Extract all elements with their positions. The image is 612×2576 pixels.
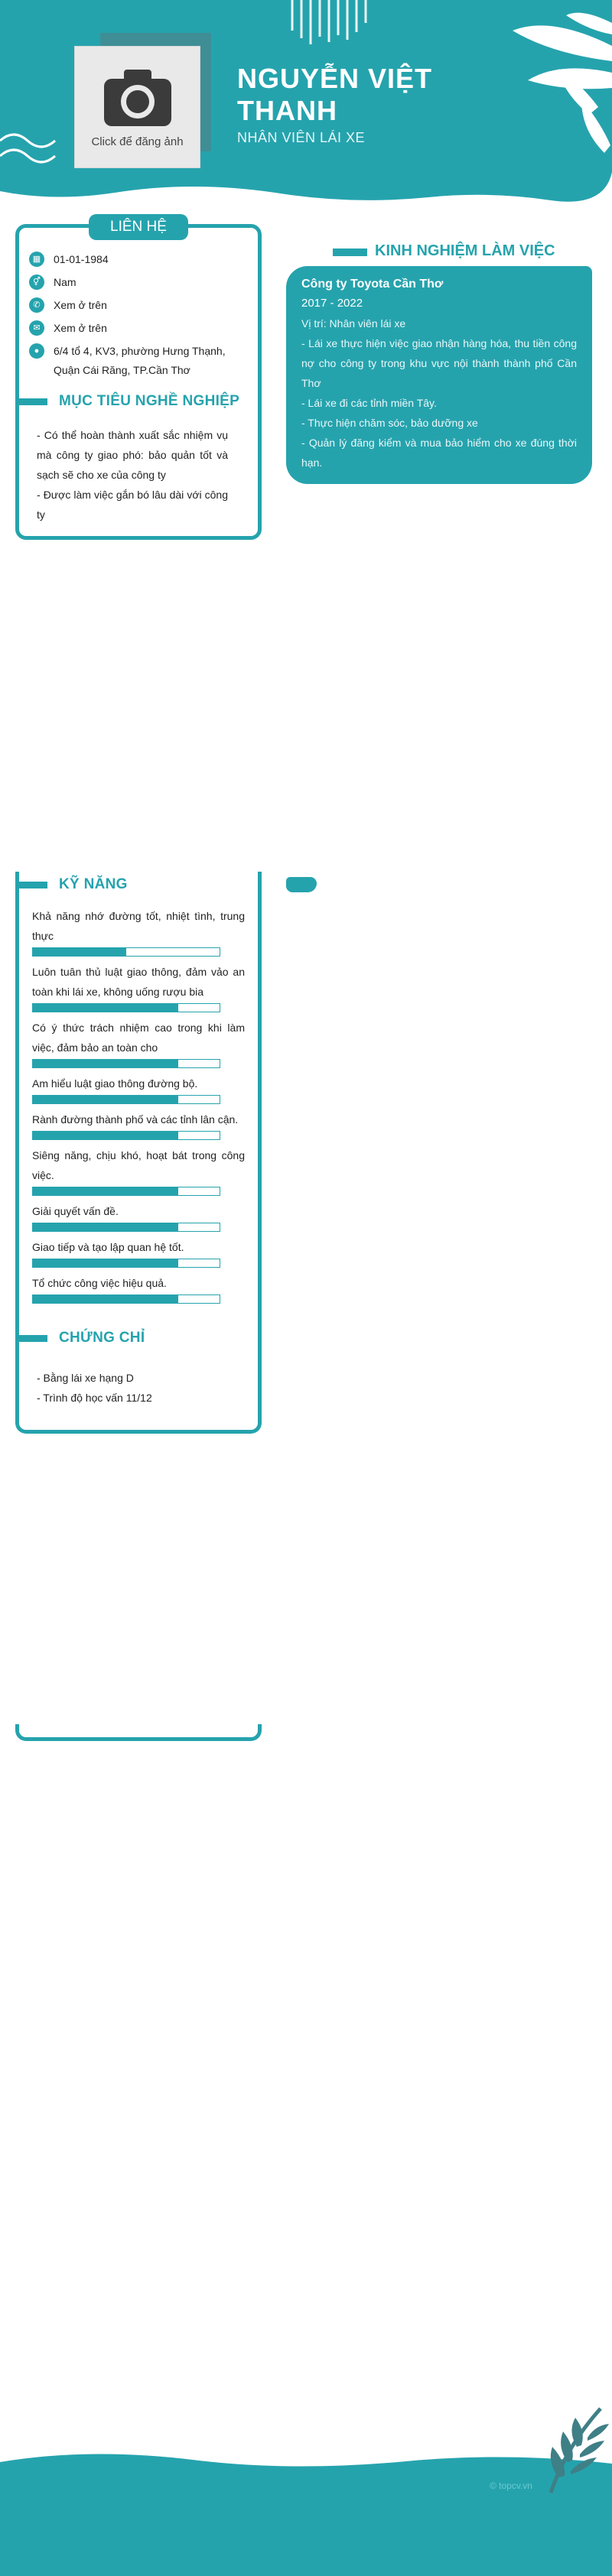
skills-section-title: KỸ NĂNG (59, 876, 128, 892)
certificates-bar (15, 1335, 47, 1342)
skill-bar (32, 1059, 220, 1068)
objective-bar (15, 398, 47, 405)
skill-fill (33, 1132, 178, 1139)
decorative-tab (286, 877, 317, 892)
skill-item (32, 1237, 245, 1268)
experience-company: Công ty Toyota Cần Thơ (301, 278, 444, 291)
skill-label: Có ý thức trách nhiệm cao trong khi làm việc, đảm bảo an toàn cho (32, 1022, 245, 1054)
experience-section-title: KINH NGHIỆM LÀM VIỆC (375, 242, 555, 259)
skill-label: Siêng năng, chịu khó, hoạt bát trong công việc. (32, 1149, 245, 1181)
objective-line-2: - Được làm việc gắn bó lâu dài với công ty (37, 489, 228, 521)
skill-bar (32, 1223, 220, 1232)
contact-phone (29, 296, 251, 315)
skill-label: Tổ chức công việc hiệu quả. (32, 1277, 167, 1289)
experience-card (286, 266, 592, 484)
gender-value: Nam (54, 276, 76, 288)
camera-icon (101, 67, 174, 128)
skill-label: Giao tiếp và tạo lập quan hệ tốt. (32, 1241, 184, 1253)
footer (0, 2340, 612, 2576)
skill-fill (33, 1060, 178, 1067)
skill-label: Am hiểu luật giao thông đường bộ. (32, 1077, 198, 1090)
footer-background (0, 2340, 612, 2576)
contact-gender (29, 273, 251, 292)
skill-label: Khả năng nhớ đường tốt, nhiệt tình, trung thực (32, 910, 245, 942)
experience-period: 2017 - 2022 (301, 297, 363, 310)
address-value: 6/4 tổ 4, KV3, phường Hưng Thạnh, Quận Cái Răng, TP.Cần Thơ (54, 345, 226, 376)
skill-label: Luôn tuân thủ luật giao thông, đảm vảo an toàn khi lái xe, không uống rượu bia (32, 966, 245, 998)
certificate-item: - Trình độ học vấn 11/12 (37, 1392, 152, 1404)
skill-fill (33, 1004, 178, 1012)
contact-email (29, 319, 251, 338)
contact-address (29, 342, 251, 380)
experience-duty: - Thực hiện chăm sóc, bảo dưỡng xe (301, 417, 478, 429)
skill-bar (32, 1187, 220, 1196)
contact-section-title: LIÊN HỆ (89, 214, 188, 240)
skill-item (32, 1201, 245, 1232)
phone-value: Xem ở trên (54, 299, 107, 311)
skill-bar (32, 1294, 220, 1304)
experience-duty: - Lái xe thực hiện việc giao nhận hàng hóa, thu tiền công nợ cho công ty trong khu vực nội thành thành phố Cần Thơ (301, 337, 577, 389)
skill-fill (33, 1295, 178, 1303)
job-title: NHÂN VIÊN LÁI XE (237, 130, 366, 145)
email-icon: ✉ (29, 320, 44, 336)
skill-item (32, 1074, 245, 1104)
skill-bar (32, 1131, 220, 1140)
skill-item (32, 1109, 245, 1140)
experience-duty: - Quản lý đăng kiểm và mua bảo hiểm cho xe đúng thời hạn. (301, 437, 577, 469)
skill-bar (32, 947, 220, 957)
skill-fill (33, 1187, 178, 1195)
photo-hint: Click để đăng ảnh (91, 135, 184, 148)
certificate-item: - Bằng lái xe hạng D (37, 1372, 134, 1384)
experience-duty: - Lái xe đi các tỉnh miền Tây. (301, 397, 437, 409)
skill-bar (32, 1003, 220, 1012)
header (0, 0, 612, 206)
location-icon: ● (29, 343, 44, 359)
skill-bar (32, 1095, 220, 1104)
certificates-section-title: CHỨNG CHỈ (59, 1330, 145, 1346)
skill-item (32, 906, 245, 957)
avatar-upload[interactable] (74, 46, 200, 168)
calendar-icon: ▦ (29, 252, 44, 267)
objective-section-title: MỤC TIÊU NGHỀ NGHIỆP (59, 393, 240, 409)
skills-bar (15, 882, 47, 888)
skill-label: Rành đường thành phố và các tỉnh lân cận. (32, 1113, 239, 1126)
skill-item (32, 1273, 245, 1304)
skill-item (32, 1145, 245, 1196)
skill-item (32, 962, 245, 1012)
skill-fill (33, 1259, 178, 1267)
skill-fill (33, 948, 126, 956)
skill-fill (33, 1223, 178, 1231)
gender-icon: ⚥ (29, 274, 44, 290)
objective-line-1: - Có thể hoàn thành xuất sắc nhiệm vụ mà công ty giao phó: bảo quản tốt và sạch sẽ cho xe của công ty (37, 429, 228, 481)
box-bottom-edge (15, 1724, 262, 1741)
candidate-name: NGUYỄN VIỆT THANH (237, 63, 433, 126)
phone-icon: ✆ (29, 297, 44, 313)
skill-fill (33, 1096, 178, 1103)
email-value: Xem ở trên (54, 322, 107, 334)
skill-bar (32, 1259, 220, 1268)
experience-bar (333, 249, 367, 256)
contact-birthday (29, 250, 251, 269)
footer-credit: © topcv.vn (490, 2480, 532, 2491)
birthday-value: 01-01-1984 (54, 253, 109, 265)
experience-position: Vị trí: Nhân viên lái xe (301, 317, 406, 330)
skill-label: Giải quyết vấn đề. (32, 1205, 119, 1217)
skill-item (32, 1018, 245, 1068)
